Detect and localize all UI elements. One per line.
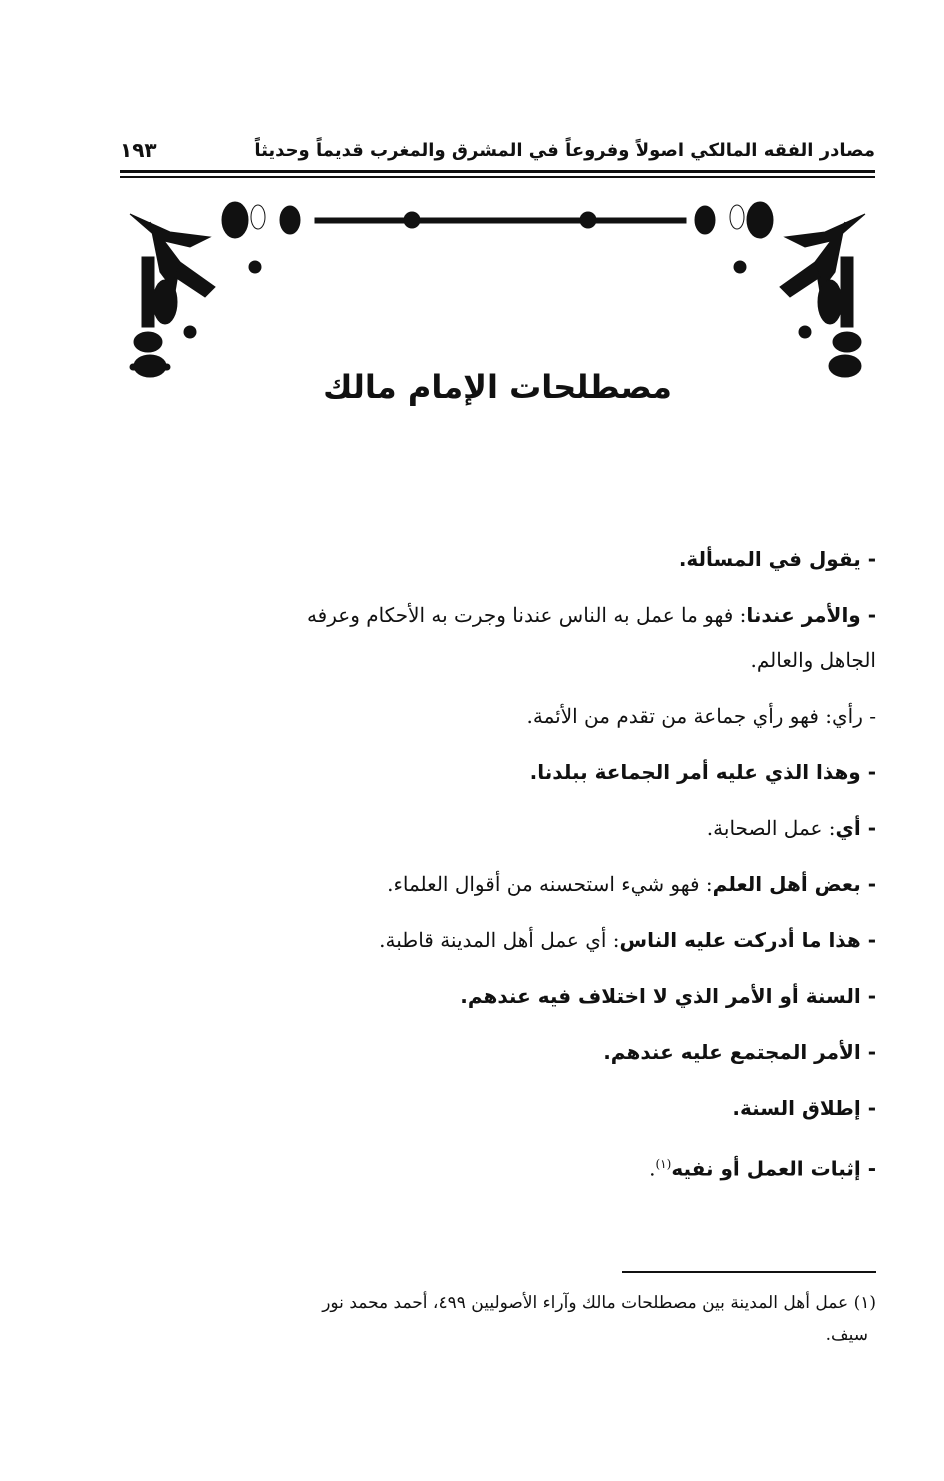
term: - أي [835, 816, 876, 840]
definition: : عمل الصحابة. [706, 816, 836, 840]
term: - وهذا الذي عليه أمر الجماعة ببلدنا. [529, 760, 876, 784]
definition: : فهو ما عمل به الناس عندنا وجرت به الأحكام وعرفه [306, 603, 747, 627]
term: - يقول في المسألة. [678, 547, 876, 571]
footnote-reference[interactable]: (١) [655, 1157, 672, 1171]
footnote-continuation: سيف. [825, 1325, 868, 1345]
list-item [118, 703, 876, 730]
list-item [118, 1039, 876, 1066]
list-item [118, 927, 876, 954]
running-header [120, 132, 875, 168]
definition: . [649, 1156, 656, 1181]
footnote-text: عمل أهل المدينة بين مصطلحات مالك وآراء الأصوليين ٤٩٩، أحمد محمد نور [322, 1293, 849, 1313]
list-item [118, 871, 876, 898]
terms-list [118, 546, 876, 1207]
definition: : أي عمل أهل المدينة قاطبة. [379, 928, 620, 952]
term: - والأمر عندنا [746, 603, 876, 627]
header-double-rule [120, 170, 875, 178]
running-title: مصادر الفقه المالكي اصولاً وفروعاً في المشرق والمغرب قديماً وحديثاً [254, 139, 875, 161]
list-item [118, 1095, 876, 1122]
term: - إطلاق السنة. [732, 1096, 876, 1120]
definition: - رأي: فهو رأي جماعة من تقدم من الأئمة. [526, 704, 876, 728]
term: - هذا ما أدركت عليه الناس [619, 928, 876, 952]
decorative-ornament-frame [120, 192, 875, 392]
page-number: ١٩٣ [120, 138, 157, 162]
list-item [118, 983, 876, 1010]
list-item [118, 546, 876, 573]
definition-continuation: الجاهل والعالم. [750, 648, 876, 672]
list-item [118, 759, 876, 786]
definition: : فهو شيء استحسنه من أقوال العلماء. [387, 872, 713, 896]
term: - بعض أهل العلم [712, 872, 876, 896]
footnote [118, 1290, 876, 1348]
term: - السنة أو الأمر الذي لا اختلاف فيه عندهم. [460, 984, 876, 1008]
list-item [118, 602, 876, 674]
term: - الأمر المجتمع عليه عندهم. [603, 1040, 876, 1064]
left-corner-ornament [130, 202, 300, 377]
footnote-marker: (١) [853, 1293, 876, 1313]
right-corner-ornament [695, 202, 865, 377]
list-item [118, 1151, 876, 1181]
footnote-separator [622, 1271, 876, 1273]
list-item [118, 815, 876, 842]
section-title: مصطلحات الإمام مالك [323, 368, 672, 406]
term: - إثبات العمل أو نفيه [671, 1156, 876, 1181]
